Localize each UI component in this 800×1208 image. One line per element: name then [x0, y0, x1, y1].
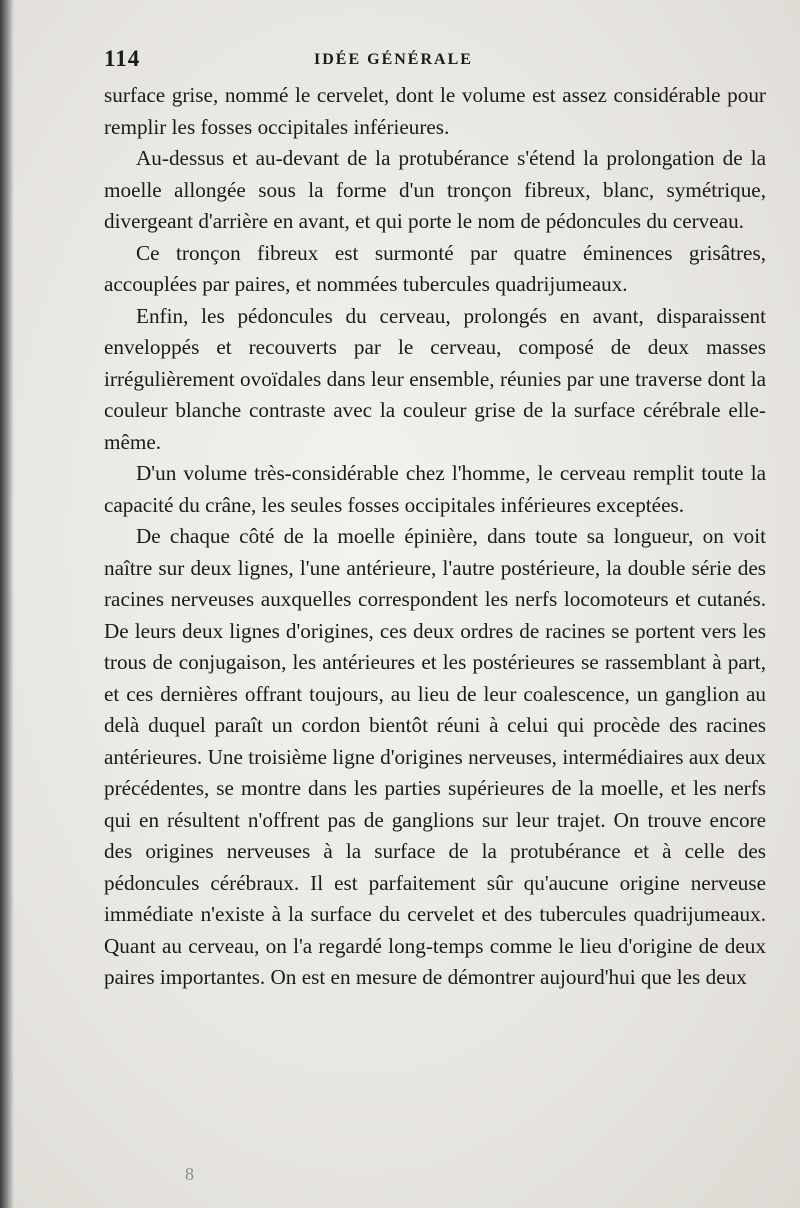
paragraph: Ce tronçon fibreux est surmonté par quatre éminences grisâtres, accouplées par paires, et nommées tubercules quadrijumeaux.: [104, 240, 766, 296]
paragraph: D'un volume très-considérable chez l'homme, le cerveau remplit toute la capacité du crâne, les seules fosses occipitales inférieures exceptées.: [104, 461, 766, 517]
running-head: IDÉE GÉNÉRALE: [314, 51, 473, 68]
page-gutter-shadow: [0, 0, 14, 1208]
body-text: [104, 80, 766, 994]
paragraph: Enfin, les pédoncules du cerveau, prolongés en avant, disparaissent enveloppés et recouverts par le cerveau, composé de deux masses irrégulièrement ovoïdales dans leur ensemble, réunies par une traverse dont la couleur blanche contraste avec la couleur grise de la surface cérébrale elle-même.: [104, 303, 766, 454]
paragraph: surface grise, nommé le cervelet, dont le volume est assez considérable pour remplir les fosses occipitales inférieures.: [104, 83, 766, 139]
paragraph: Au-dessus et au-devant de la protubérance s'étend la prolongation de la moelle allongée sous la forme d'un tronçon fibreux, blanc, symétrique, divergeant d'arrière en avant, et qui porte le nom de pédoncules du cerveau.: [104, 146, 766, 233]
paragraph: De chaque côté de la moelle épinière, dans toute sa longueur, on voit naître sur deux lignes, l'une antérieure, l'autre postérieure, la double série des racines nerveuses auxquelles correspondent les nerfs locomoteurs et cutanés. De leurs deux lignes d'origines, ces deux ordres de racines se portent vers les trous de conjugaison, les antérieures et les postérieures se rassemblant à part, et ces dernières offrant toujours, au lieu de leur coalescence, un ganglion au delà duquel paraît un cordon bientôt réuni à celui qui procède des racines antérieures. Une troisième ligne d'origines nerveuses, intermédiaires aux deux précédentes, se montre dans les parties supérieures de la moelle, et les nerfs qui en résultent n'offrent pas de ganglions sur leur trajet. On trouve encore des origines nerveuses à la surface de la protubérance et à celle des pédoncules cérébraux. Il est parfaitement sûr qu'aucune origine nerveuse immédiate n'existe à la surface du cervelet et des tubercules quadrijumeaux. Quant au cerveau, on l'a regardé long-temps comme le lieu d'origine de deux paires importantes. On est en mesure de démontrer aujourd'hui que les deux: [104, 524, 766, 989]
page-header: [104, 46, 764, 76]
page-number: 114: [104, 46, 141, 71]
printer-signature-mark: 8: [185, 1164, 194, 1184]
